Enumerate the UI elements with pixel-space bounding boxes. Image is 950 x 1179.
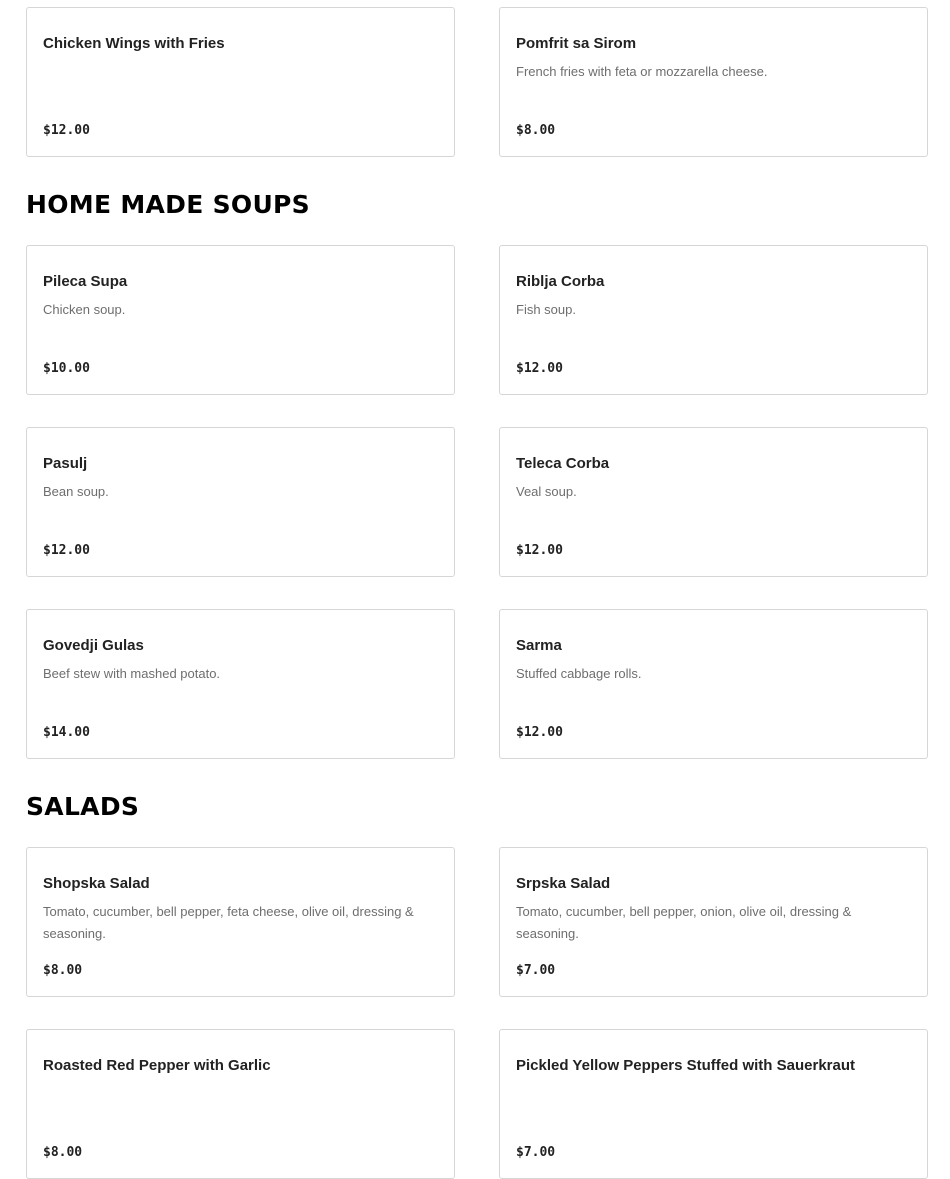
menu-item-card[interactable] — [499, 7, 928, 157]
menu-item-description: Fish soup. — [516, 302, 576, 317]
menu-item-name: Chicken Wings with Fries — [43, 35, 225, 52]
menu-item-name: Pasulj — [43, 455, 88, 472]
menu-item-price: $8.00 — [516, 123, 556, 138]
menu-item-card[interactable] — [499, 609, 928, 759]
menu-item-description: Tomato, cucumber, bell pepper, onion, olive oil, dressing & seasoning. — [516, 904, 852, 941]
menu-item-price: $12.00 — [516, 543, 563, 558]
menu-item-description: Tomato, cucumber, bell pepper, feta cheese, olive oil, dressing & seasoning. — [43, 904, 414, 941]
menu-item-name: Pomfrit sa Sirom — [516, 35, 637, 52]
menu-item-name: Srpska Salad — [516, 875, 611, 892]
menu-grid-salads — [26, 847, 928, 1179]
menu-item-card[interactable] — [499, 1029, 928, 1179]
menu-item-price: $12.00 — [516, 361, 563, 376]
menu-grid-soups — [26, 245, 928, 759]
menu-item-card[interactable] — [26, 1029, 455, 1179]
menu-item-description: Bean soup. — [43, 484, 109, 499]
menu-item-price: $8.00 — [43, 963, 83, 978]
menu-item-name: Riblja Corba — [516, 273, 605, 290]
menu-grid-appetizers — [26, 7, 928, 157]
menu-item-description: French fries with feta or mozzarella cheese. — [516, 64, 768, 79]
menu-item-price: $7.00 — [516, 963, 556, 978]
menu-item-name: Teleca Corba — [516, 455, 610, 472]
menu-item-price: $12.00 — [43, 543, 90, 558]
menu-item-card[interactable] — [499, 847, 928, 997]
menu-item-price: $12.00 — [516, 725, 563, 740]
menu-item-name: Sarma — [516, 637, 562, 654]
menu-item-card[interactable] — [26, 609, 455, 759]
menu-item-description: Chicken soup. — [43, 302, 126, 317]
menu-item-price: $7.00 — [516, 1145, 556, 1160]
menu-item-name: Govedji Gulas — [43, 637, 144, 654]
menu-item-card[interactable] — [499, 427, 928, 577]
menu-item-price: $14.00 — [43, 725, 90, 740]
menu-item-name: Shopska Salad — [43, 875, 150, 892]
section-title-salads: SALADS — [26, 792, 140, 821]
menu-item-price: $12.00 — [43, 123, 90, 138]
menu-item-description: Stuffed cabbage rolls. — [516, 666, 642, 681]
menu-item-name: Roasted Red Pepper with Garlic — [43, 1057, 271, 1074]
menu-item-price: $8.00 — [43, 1145, 83, 1160]
menu-item-card[interactable] — [26, 245, 455, 395]
menu-item-name: Pickled Yellow Peppers Stuffed with Sauerkraut — [516, 1057, 855, 1074]
menu-item-card[interactable] — [499, 245, 928, 395]
menu-item-price: $10.00 — [43, 361, 90, 376]
menu-item-description: Beef stew with mashed potato. — [43, 666, 221, 681]
menu-item-description: Veal soup. — [516, 484, 577, 499]
menu-item-name: Pileca Supa — [43, 273, 128, 290]
section-title-soups: HOME MADE SOUPS — [26, 190, 310, 219]
menu-item-card[interactable] — [26, 7, 455, 157]
menu-item-card[interactable] — [26, 847, 455, 997]
menu-item-card[interactable] — [26, 427, 455, 577]
